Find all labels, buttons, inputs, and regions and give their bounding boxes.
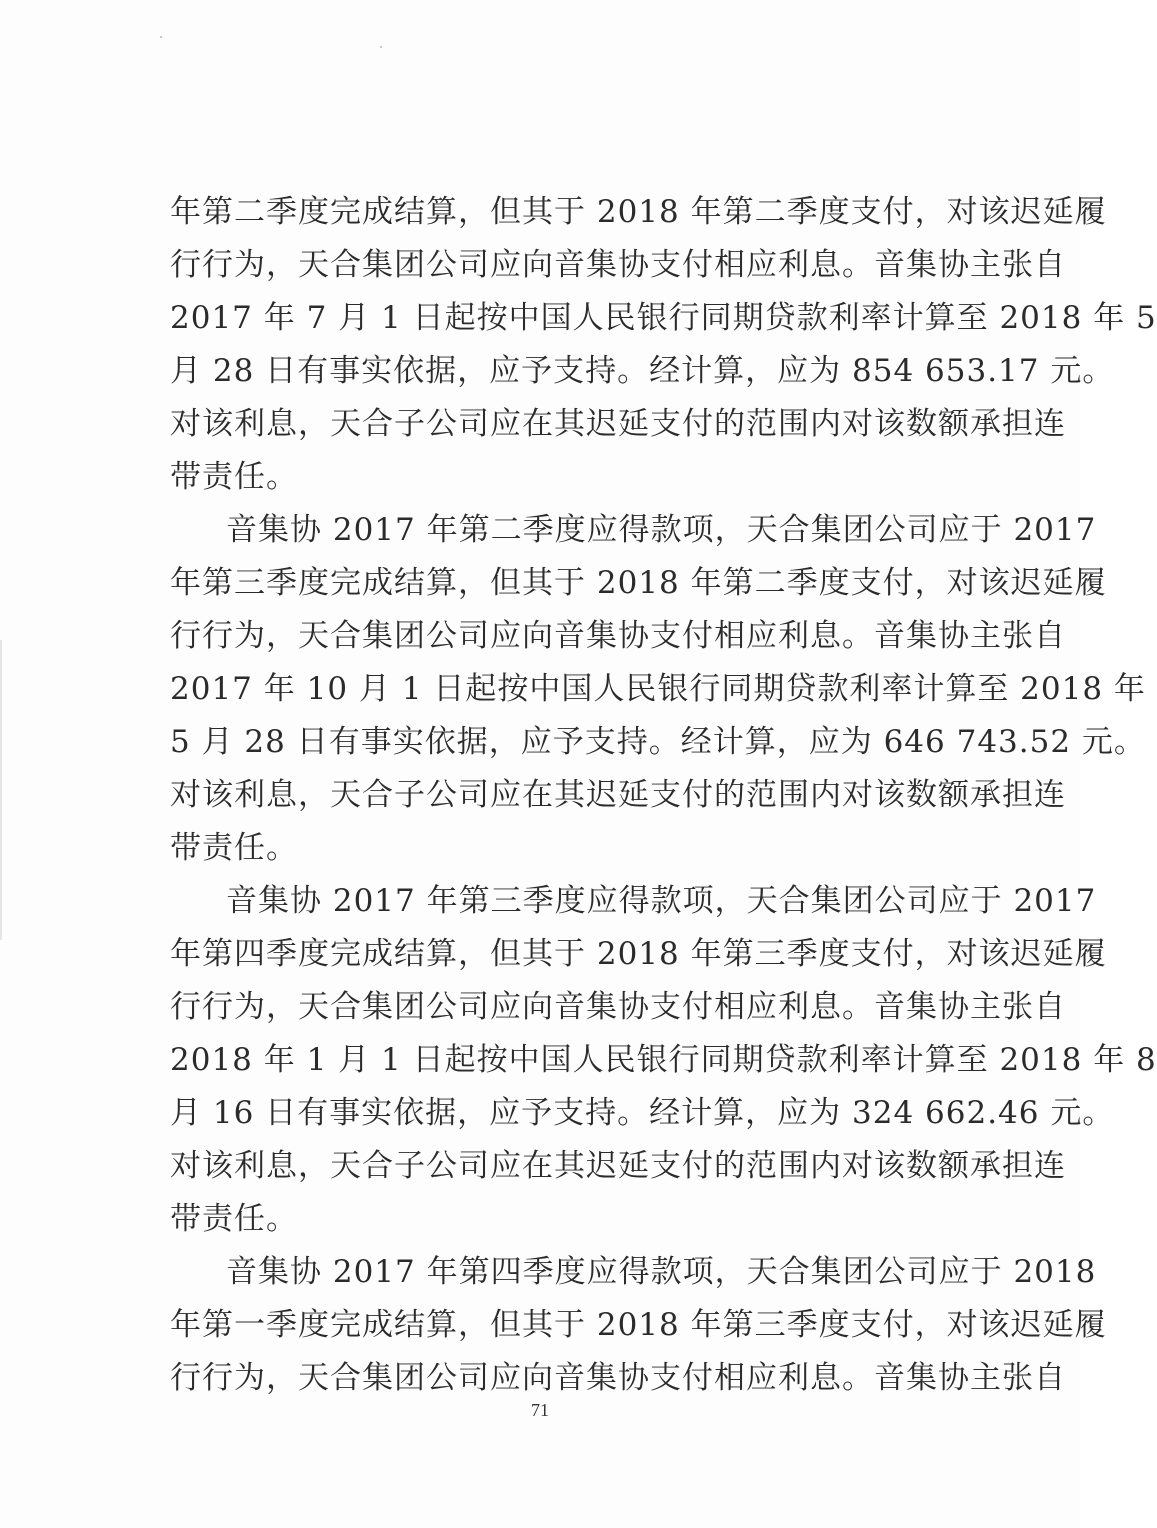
text-line: 音集协 2017 年第三季度应得款项，天合集团公司应于 2017 [226, 883, 1097, 919]
text-line: 带责任。 [170, 1201, 298, 1237]
text-line: 行行为，天合集团公司应向音集协支付相应利息。音集协主张自 [170, 989, 1066, 1025]
text-line: 月 16 日有事实依据，应予支持。经计算，应为 324 662.46 元。 [170, 1095, 1115, 1131]
text-line: 带责任。 [170, 459, 298, 495]
scan-edge-mark [0, 640, 2, 940]
text-line: 对该利息，天合子公司应在其迟延支付的范围内对该数额承担连 [170, 777, 1066, 813]
text-line: 对该利息，天合子公司应在其迟延支付的范围内对该数额承担连 [170, 406, 1066, 442]
text-line: 行行为，天合集团公司应向音集协支付相应利息。音集协主张自 [170, 618, 1066, 654]
scan-speck [160, 36, 162, 38]
paragraph [170, 875, 1157, 1246]
text-line: 音集协 2017 年第四季度应得款项，天合集团公司应于 2018 [226, 1254, 1097, 1290]
text-line: 行行为，天合集团公司应向音集协支付相应利息。音集协主张自 [170, 1360, 1066, 1396]
text-line: 月 28 日有事实依据，应予支持。经计算，应为 854 653.17 元。 [170, 353, 1115, 389]
paragraph [170, 504, 1146, 875]
paragraph [170, 1246, 1107, 1405]
body-text [170, 186, 1157, 1405]
scan-speck [380, 46, 382, 48]
text-line: 行行为，天合集团公司应向音集协支付相应利息。音集协主张自 [170, 247, 1066, 283]
paragraph [170, 186, 1157, 504]
text-line: 带责任。 [170, 830, 298, 866]
text-line: 年第三季度完成结算，但其于 2018 年第二季度支付，对该迟延履 [170, 565, 1107, 601]
text-line: 年第二季度完成结算，但其于 2018 年第二季度支付，对该迟延履 [170, 194, 1107, 230]
text-line: 2017 年 7 月 1 日起按中国人民银行同期贷款利率计算至 2018 年 5 [170, 300, 1157, 336]
page-number: 71 [531, 1400, 549, 1420]
text-line: 5 月 28 日有事实依据，应予支持。经计算，应为 646 743.52 元。 [170, 724, 1146, 760]
text-line: 音集协 2017 年第二季度应得款项，天合集团公司应于 2017 [226, 512, 1097, 548]
text-line: 对该利息，天合子公司应在其迟延支付的范围内对该数额承担连 [170, 1148, 1066, 1184]
text-line: 年第一季度完成结算，但其于 2018 年第三季度支付，对该迟延履 [170, 1307, 1107, 1343]
text-line: 2018 年 1 月 1 日起按中国人民银行同期贷款利率计算至 2018 年 8 [170, 1042, 1157, 1078]
text-line: 年第四季度完成结算，但其于 2018 年第三季度支付，对该迟延履 [170, 936, 1107, 972]
text-line: 2017 年 10 月 1 日起按中国人民银行同期贷款利率计算至 2018 年 [170, 671, 1146, 707]
